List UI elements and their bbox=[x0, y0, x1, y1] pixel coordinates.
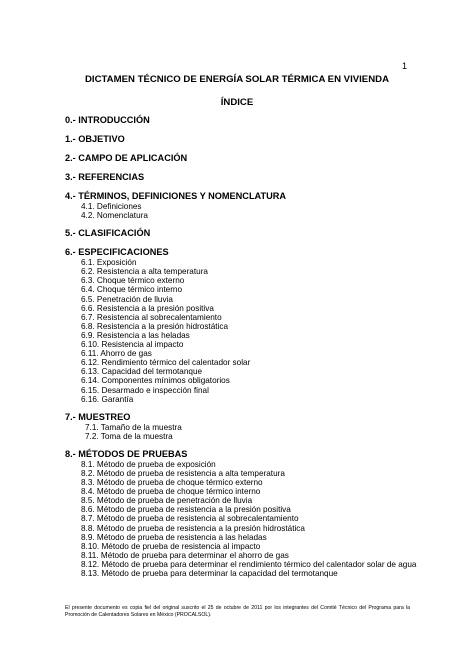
toc-subitem: 6.3. Choque térmico externo bbox=[81, 276, 185, 286]
toc-sublist bbox=[65, 460, 465, 578]
toc-section-title: 4.- TÉRMINOS, DEFINICIONES Y NOMENCLATURA bbox=[65, 191, 287, 201]
toc-subitem: 8.13. Método de prueba para determinar la capacidad del termotanque bbox=[81, 569, 338, 578]
toc-subitem: 8.6. Método de prueba de resistencia a la presión positiva bbox=[81, 505, 291, 515]
index-heading: ÍNDICE bbox=[220, 97, 254, 108]
toc-subitem: 4.1. Definiciones bbox=[81, 202, 142, 211]
toc-section bbox=[65, 152, 465, 164]
toc-subitem: 6.14. Componentes mínimos obligatorios bbox=[81, 376, 230, 386]
toc-subitem: 8.3. Método de prueba de choque térmico externo bbox=[81, 478, 263, 488]
toc-subitem: 8.1. Método de prueba de exposición bbox=[81, 459, 216, 469]
toc-subitem: 7.1. Tamaño de la muestra bbox=[85, 422, 182, 432]
table-of-contents bbox=[65, 114, 465, 585]
toc-section-title: 5.- CLASIFICACIÓN bbox=[65, 228, 151, 239]
toc-subitem: 8.7. Método de prueba de resistencia al sobrecalentamiento bbox=[81, 514, 299, 524]
toc-subitem: 8.11. Método de prueba para determinar el ahorro de gas bbox=[81, 550, 289, 560]
toc-subitem: 6.15. Desarmado e inspección final bbox=[81, 385, 209, 395]
toc-section bbox=[65, 171, 465, 183]
toc-sublist bbox=[65, 258, 465, 404]
toc-section-title: 3.- REFERENCIAS bbox=[65, 172, 145, 182]
toc-section bbox=[65, 133, 465, 145]
toc-subitem: 6.8. Resistencia a la presión hidrostática bbox=[81, 321, 228, 331]
toc-section bbox=[65, 246, 465, 404]
toc-sublist bbox=[65, 423, 465, 441]
toc-subitem: 6.16. Garantía bbox=[81, 394, 134, 404]
toc-subitem: 6.4. Choque térmico interno bbox=[81, 285, 183, 295]
toc-subitem: 6.10. Resistencia al impacto bbox=[81, 340, 184, 350]
toc-subitem: 8.5. Método de prueba de penetración de lluvia bbox=[81, 496, 253, 506]
toc-section-title: 8.- MÉTODOS DE PRUEBAS bbox=[65, 448, 188, 459]
toc-subitem: 8.8. Método de prueba de resistencia a la presión hidrostática bbox=[81, 523, 305, 533]
toc-section bbox=[65, 190, 465, 220]
toc-subitem: 6.12. Rendimiento térmico del calentador solar bbox=[81, 358, 251, 368]
toc-subitem: 4.2. Nomenclatura bbox=[81, 211, 148, 221]
toc-subitem: 6.1. Exposición bbox=[81, 258, 137, 268]
toc-subitem: 6.13. Capacidad del termotanque bbox=[81, 367, 203, 377]
toc-subitem: 6.7. Resistencia al sobrecalentamiento bbox=[81, 312, 222, 322]
toc-subitem: 6.6. Resistencia a la presión positiva bbox=[81, 303, 214, 313]
toc-section-title: 0.- INTRODUCCIÓN bbox=[65, 115, 150, 125]
toc-section bbox=[65, 227, 465, 239]
toc-subitem: 6.11. Ahorro de gas bbox=[81, 349, 152, 359]
page-number: 1 bbox=[402, 61, 408, 71]
toc-subitem: 7.2. Toma de la muestra bbox=[85, 431, 173, 441]
toc-sublist bbox=[65, 202, 465, 220]
toc-section-title: 1.- OBJETIVO bbox=[65, 134, 125, 144]
toc-subitem: 8.12. Método de prueba para determinar el rendimiento térmico del calentador solar de agua bbox=[81, 559, 417, 569]
toc-subitem: 8.9. Método de prueba de resistencia a las heladas bbox=[81, 532, 267, 542]
toc-subitem: 6.9. Resistencia a las heladas bbox=[81, 330, 190, 340]
document-title: DICTAMEN TÉCNICO DE ENERGÍA SOLAR TÉRMICA EN VIVIENDA bbox=[85, 74, 389, 85]
toc-subitem: 6.5. Penetración de lluvia bbox=[81, 294, 173, 304]
toc-section-title: 2.- CAMPO DE APLICACIÓN bbox=[65, 153, 188, 163]
toc-section bbox=[65, 114, 465, 126]
toc-subitem: 8.4. Método de prueba de choque térmico interno bbox=[81, 487, 261, 497]
toc-section bbox=[65, 448, 465, 578]
toc-subitem: 8.10. Método de prueba de resistencia al impacto bbox=[81, 541, 261, 551]
toc-subitem: 6.2. Resistencia a alta temperatura bbox=[81, 267, 208, 277]
toc-subitem: 8.2. Método de prueba de resistencia a alta temperatura bbox=[81, 468, 285, 478]
toc-section-title: 6.- ESPECIFICACIONES bbox=[65, 247, 169, 258]
toc-section-title: 7.- MUESTREO bbox=[65, 411, 131, 422]
footer-note: El presente documento es copia fiel del original suscrito el 25 de octubre de 2011 por los integrantes del Comité Técnico del Programa para la Promoción de Calentadores Solares en México (PROCALSOL). bbox=[65, 605, 410, 618]
toc-section bbox=[65, 411, 465, 441]
